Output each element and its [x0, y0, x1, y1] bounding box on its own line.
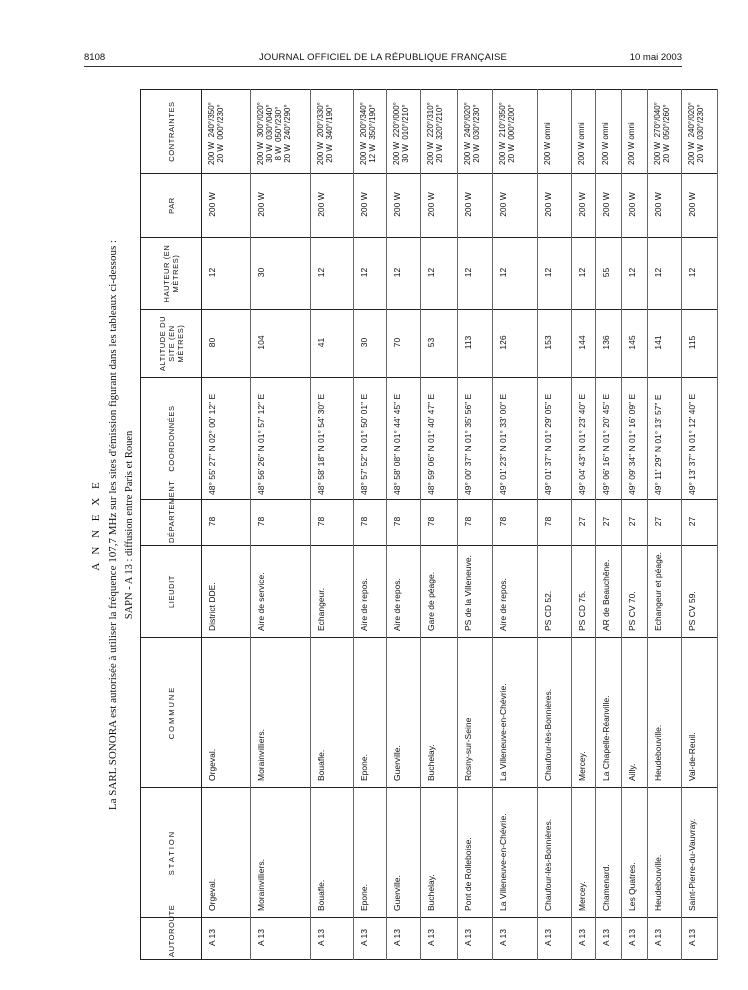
- cell-commune: Orgeval.: [202, 638, 251, 788]
- cell-lieudit: Echangeur et péage.: [648, 546, 682, 638]
- table-row: [538, 90, 572, 960]
- cell-autoroute: A 13: [622, 918, 648, 960]
- cell-lieudit: Aire de repos.: [493, 546, 538, 638]
- col-header-contraintes: CONTRAINTES: [141, 90, 202, 174]
- cell-autoroute: A 13: [251, 918, 311, 960]
- cell-altitude: 70: [387, 310, 421, 378]
- cell-lieudit: PS de la Villeneuve.: [458, 546, 493, 638]
- cell-autoroute: A 13: [354, 918, 387, 960]
- cell-hauteur: 12: [572, 238, 596, 310]
- cell-hauteur: 12: [493, 238, 538, 310]
- cell-commune: Bouafle.: [311, 638, 354, 788]
- cell-hauteur: 12: [421, 238, 458, 310]
- rotated-annex-page: [84, 90, 744, 960]
- cell-par: 200 W: [458, 174, 493, 238]
- cell-departement: 78: [311, 500, 354, 546]
- cell-lieudit: PS CV 59.: [682, 546, 718, 638]
- cell-contraintes: 200 W 220°/000° 30 W 010°/210°: [387, 90, 421, 174]
- cell-station: Bouafle.: [311, 788, 354, 918]
- cell-departement: 78: [538, 500, 572, 546]
- cell-coordonnees: 49° 01' 37" N 01° 29' 05" E: [538, 378, 572, 500]
- cell-par: 200 W: [596, 174, 622, 238]
- cell-departement: 27: [572, 500, 596, 546]
- cell-autoroute: A 13: [538, 918, 572, 960]
- table-row: [251, 90, 311, 960]
- cell-station: Heudebouville.: [648, 788, 682, 918]
- cell-altitude: 144: [572, 310, 596, 378]
- cell-lieudit: PS CD 75.: [572, 546, 596, 638]
- table-row: [596, 90, 622, 960]
- cell-departement: 27: [622, 500, 648, 546]
- cell-departement: 78: [251, 500, 311, 546]
- cell-station: Epone.: [354, 788, 387, 918]
- cell-altitude: 53: [421, 310, 458, 378]
- emission-sites-table: [140, 89, 718, 960]
- cell-station: Chaufour-lès-Bonnières.: [538, 788, 572, 918]
- cell-altitude: 141: [648, 310, 682, 378]
- journal-title: JOURNAL OFFICIEL DE LA RÉPUBLIQUE FRANÇAISE: [258, 52, 508, 63]
- cell-coordonnees: 49° 13' 37" N 01° 12' 40" E: [682, 378, 718, 500]
- page-number: 8108: [84, 52, 106, 63]
- cell-hauteur: 12: [682, 238, 718, 310]
- sites-table-container: [140, 90, 740, 960]
- cell-station: Orgeval.: [202, 788, 251, 918]
- col-header-station: STATION: [141, 788, 202, 918]
- cell-hauteur: 55: [596, 238, 622, 310]
- cell-autoroute: A 13: [648, 918, 682, 960]
- cell-commune: Morainvilliers.: [251, 638, 311, 788]
- cell-commune: La Villeneuve-en-Chévrie.: [493, 638, 538, 788]
- col-header-hauteur: HAUTEUR (EN MÈTRES): [141, 238, 202, 310]
- col-header-par: PAR: [141, 174, 202, 238]
- table-row: [622, 90, 648, 960]
- cell-altitude: 80: [202, 310, 251, 378]
- cell-departement: 78: [202, 500, 251, 546]
- cell-altitude: 115: [682, 310, 718, 378]
- cell-hauteur: 12: [354, 238, 387, 310]
- cell-lieudit: Aire de repos.: [387, 546, 421, 638]
- table-row: [493, 90, 538, 960]
- cell-par: 200 W: [622, 174, 648, 238]
- cell-par: 200 W: [682, 174, 718, 238]
- cell-commune: Heudebouville.: [648, 638, 682, 788]
- cell-contraintes: 200 W 240°/020° 20 W 030°/230°: [458, 90, 493, 174]
- cell-altitude: 113: [458, 310, 493, 378]
- cell-autoroute: A 13: [572, 918, 596, 960]
- annex-intro: La SARL SONORA est autorisée à utiliser la fréquence 107,7 MHz sur les sites d'émission figurant dans les tableaux ci-dessous :: [107, 239, 119, 811]
- cell-hauteur: 12: [311, 238, 354, 310]
- cell-departement: 27: [682, 500, 718, 546]
- cell-station: Mercey.: [572, 788, 596, 918]
- cell-departement: 27: [648, 500, 682, 546]
- cell-par: 200 W: [421, 174, 458, 238]
- cell-lieudit: Aire de repos.: [354, 546, 387, 638]
- cell-autoroute: A 13: [596, 918, 622, 960]
- col-header-commune: COMMUNE: [141, 638, 202, 788]
- cell-coordonnees: 49° 04' 43" N 01° 23' 40" E: [572, 378, 596, 500]
- cell-commune: Epone.: [354, 638, 387, 788]
- cell-autoroute: A 13: [311, 918, 354, 960]
- cell-lieudit: AR de Beauchêne.: [596, 546, 622, 638]
- cell-par: 200 W: [311, 174, 354, 238]
- cell-contraintes: 200 W omni: [596, 90, 622, 174]
- annex-subtitle: SAPN - A 13 : diffusion entre Paris et Rouen: [124, 430, 135, 620]
- cell-par: 200 W: [387, 174, 421, 238]
- cell-lieudit: Aire de service.: [251, 546, 311, 638]
- cell-coordonnees: 49° 11' 29" N 01° 13' 57" E: [648, 378, 682, 500]
- cell-departement: 78: [387, 500, 421, 546]
- cell-autoroute: A 13: [682, 918, 718, 960]
- cell-par: 200 W: [493, 174, 538, 238]
- table-row: [387, 90, 421, 960]
- table-row: [572, 90, 596, 960]
- cell-coordonnees: 48° 58' 08" N 01° 44' 45" E: [387, 378, 421, 500]
- table-row: [421, 90, 458, 960]
- cell-lieudit: PS CV 70.: [622, 546, 648, 638]
- cell-par: 200 W: [572, 174, 596, 238]
- cell-coordonnees: 49° 06' 16" N 01° 20' 45" E: [596, 378, 622, 500]
- cell-contraintes: 200 W 300°/020° 30 W 030°/040° 8 W 050°/230° 20 W 240°/290°: [251, 90, 311, 174]
- cell-lieudit: District DDE.: [202, 546, 251, 638]
- cell-commune: Val-de-Reuil.: [682, 638, 718, 788]
- cell-altitude: 136: [596, 310, 622, 378]
- cell-commune: Mercey.: [572, 638, 596, 788]
- col-header-coordonnees: COORDONNÉES: [141, 378, 202, 500]
- cell-autoroute: A 13: [202, 918, 251, 960]
- cell-station: Les Quatres.: [622, 788, 648, 918]
- cell-hauteur: 12: [202, 238, 251, 310]
- cell-contraintes: 200 W 240°/350° 20 W 000°/230°: [202, 90, 251, 174]
- cell-altitude: 104: [251, 310, 311, 378]
- cell-contraintes: 200 W omni: [572, 90, 596, 174]
- cell-departement: 78: [458, 500, 493, 546]
- col-header-altitude: ALTITUDE DU SITE (EN MÈTRES): [141, 310, 202, 378]
- col-header-lieudit: LIEUDIT: [141, 546, 202, 638]
- cell-altitude: 126: [493, 310, 538, 378]
- cell-par: 200 W: [538, 174, 572, 238]
- cell-coordonnees: 49° 09' 34" N 01° 16' 09" E: [622, 378, 648, 500]
- cell-departement: 78: [354, 500, 387, 546]
- cell-altitude: 145: [622, 310, 648, 378]
- cell-coordonnees: 49° 00' 37" N 01° 35' 56" E: [458, 378, 493, 500]
- cell-commune: Buchelay.: [421, 638, 458, 788]
- cell-station: Buchelay.: [421, 788, 458, 918]
- cell-commune: Ailly.: [622, 638, 648, 788]
- cell-coordonnees: 48° 55' 27" N 02° 00' 12" E: [202, 378, 251, 500]
- cell-autoroute: A 13: [458, 918, 493, 960]
- cell-contraintes: 200 W omni: [622, 90, 648, 174]
- cell-par: 200 W: [354, 174, 387, 238]
- cell-hauteur: 12: [458, 238, 493, 310]
- cell-altitude: 30: [354, 310, 387, 378]
- cell-lieudit: Gare de péage.: [421, 546, 458, 638]
- cell-commune: Chaufour-lès-Bonnières.: [538, 638, 572, 788]
- col-header-autoroute: AUTOROUTE: [141, 918, 202, 960]
- cell-coordonnees: 48° 58' 18" N 01° 54' 30" E: [311, 378, 354, 500]
- cell-commune: Guerville.: [387, 638, 421, 788]
- cell-par: 200 W: [202, 174, 251, 238]
- cell-contraintes: 200 W 210°/350° 20 W 000°/200°: [493, 90, 538, 174]
- cell-station: Chamenard.: [596, 788, 622, 918]
- cell-hauteur: 12: [622, 238, 648, 310]
- table-row: [354, 90, 387, 960]
- table-body: [202, 90, 718, 960]
- cell-hauteur: 12: [387, 238, 421, 310]
- cell-station: La Villeneuve-en-Chévrie.: [493, 788, 538, 918]
- cell-altitude: 41: [311, 310, 354, 378]
- running-header: [84, 52, 682, 67]
- table-row: [648, 90, 682, 960]
- cell-par: 200 W: [648, 174, 682, 238]
- cell-station: Guerville.: [387, 788, 421, 918]
- table-row: [311, 90, 354, 960]
- cell-coordonnees: 49° 01' 23" N 01° 33' 00" E: [493, 378, 538, 500]
- cell-lieudit: Echangeur.: [311, 546, 354, 638]
- col-header-departement: DÉPARTEMENT: [141, 500, 202, 546]
- cell-hauteur: 12: [648, 238, 682, 310]
- cell-hauteur: 12: [538, 238, 572, 310]
- cell-station: Saint-Pierre-du-Vauvray.: [682, 788, 718, 918]
- cell-coordonnees: 48° 57' 52" N 01° 50' 01" E: [354, 378, 387, 500]
- cell-contraintes: 200 W 200°/340° 12 W 350°/190°: [354, 90, 387, 174]
- cell-altitude: 153: [538, 310, 572, 378]
- cell-coordonnees: 48° 59' 06" N 01° 40' 47" E: [421, 378, 458, 500]
- table-header: [141, 90, 202, 960]
- cell-departement: 78: [493, 500, 538, 546]
- annex-title: A N N E X E: [90, 479, 102, 571]
- cell-coordonnees: 48° 56' 26" N 01° 57' 12" E: [251, 378, 311, 500]
- cell-commune: La Chapelle-Réanville.: [596, 638, 622, 788]
- cell-contraintes: 200 W 220°/310° 20 W 320°/210°: [421, 90, 458, 174]
- table-row: [682, 90, 718, 960]
- cell-station: Morainvilliers.: [251, 788, 311, 918]
- cell-contraintes: 200 W omni: [538, 90, 572, 174]
- cell-lieudit: PS CD 52.: [538, 546, 572, 638]
- cell-contraintes: 200 W 240°/020° 20 W 030°/230°: [682, 90, 718, 174]
- cell-autoroute: A 13: [387, 918, 421, 960]
- cell-departement: 27: [596, 500, 622, 546]
- cell-contraintes: 200 W 270°/040° 20 W 050°/260°: [648, 90, 682, 174]
- cell-autoroute: A 13: [421, 918, 458, 960]
- issue-date: 10 mai 2003: [629, 52, 682, 63]
- cell-station: Pont de Rolleboise.: [458, 788, 493, 918]
- cell-par: 200 W: [251, 174, 311, 238]
- cell-hauteur: 30: [251, 238, 311, 310]
- cell-contraintes: 200 W 200°/330° 20 W 340°/190°: [311, 90, 354, 174]
- cell-departement: 78: [421, 500, 458, 546]
- table-row: [458, 90, 493, 960]
- cell-autoroute: A 13: [493, 918, 538, 960]
- table-row: [202, 90, 251, 960]
- cell-commune: Rosny-sur-Seine: [458, 638, 493, 788]
